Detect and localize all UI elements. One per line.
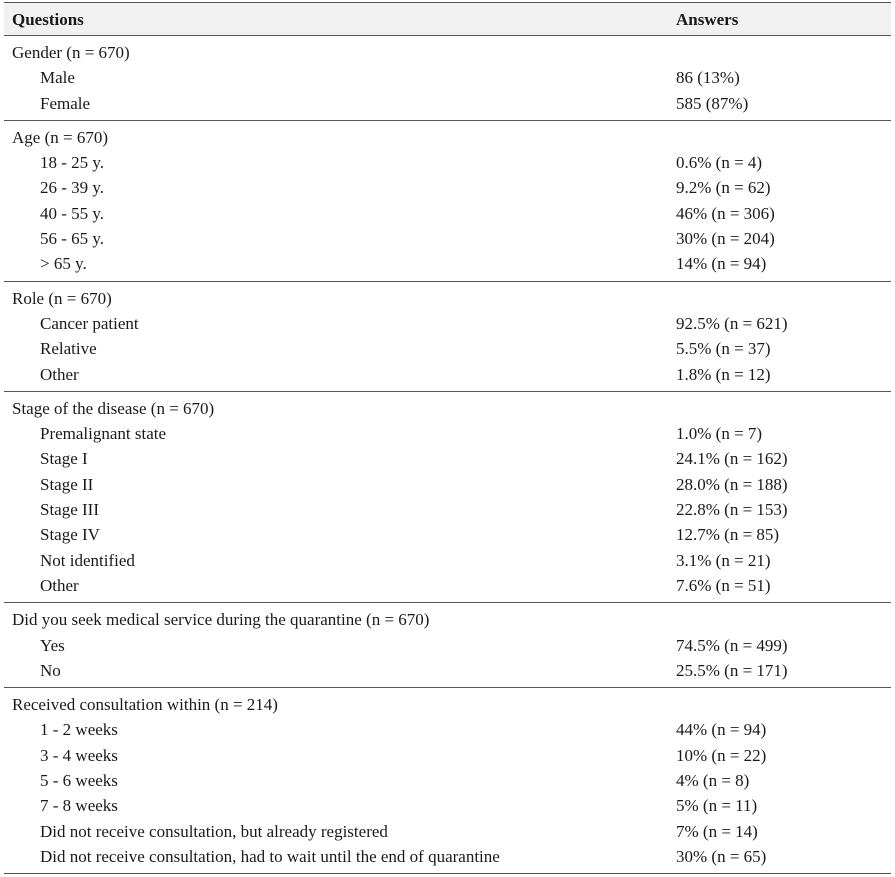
answer-option-label: Other [40,575,79,595]
answer-value: 30% (n = 204) [676,229,775,249]
section-title: Did you seek medical service during the quarantine (n = 670) [12,610,430,630]
answer-value: 9.2% (n = 62) [676,178,771,198]
answer-value: 0.6% (n = 4) [676,153,763,173]
section-title-row [4,607,891,632]
table-row [4,819,891,844]
answer-option-label: Yes [40,635,65,655]
table-row [4,717,891,742]
table-row [4,793,891,818]
answer-option-label: Stage II [40,474,94,494]
section-title-row [4,40,891,65]
answer-value: 92.5% (n = 621) [676,313,788,333]
section-title: Age (n = 670) [12,127,108,147]
answer-value: 5.5% (n = 37) [676,339,771,359]
table-row [4,175,891,200]
answer-value: 22.8% (n = 153) [676,500,788,520]
table-row [4,497,891,522]
section-title: Gender (n = 670) [12,43,130,62]
section-title-row [4,286,891,311]
section-title-row [4,396,891,421]
answer-option-label: Cancer patient [40,313,139,333]
answer-value: 4% (n = 8) [676,771,750,791]
answer-value: 5% (n = 11) [676,796,758,816]
answer-option-label: 1 - 2 weeks [40,720,118,740]
answer-value: 28.0% (n = 188) [676,474,788,494]
section-title-row [4,692,891,717]
answer-option-label: Relative [40,339,97,359]
answer-option-label: > 65 y. [40,254,87,274]
answer-option-label: 5 - 6 weeks [40,771,118,791]
answer-option-label: Female [40,93,91,113]
answer-option-label: Did not receive consultation, had to wait until the end of quarantine [40,846,500,866]
table-row [4,522,891,547]
answer-value: 14% (n = 94) [676,254,767,274]
table-row [4,472,891,497]
question-section [4,121,891,282]
table-body [4,36,891,874]
answer-option-label: Premalignant state [40,424,167,444]
table-row [4,336,891,361]
table-row [4,844,891,869]
section-title: Received consultation within (n = 214) [12,695,278,715]
answer-option-label: Male [40,68,75,88]
table-row [4,251,891,276]
section-title: Stage of the disease (n = 670) [12,398,215,418]
answer-value: 10% (n = 22) [676,745,767,765]
answer-option-label: Did not receive consultation, but already registered [40,821,388,841]
table-row [4,768,891,793]
answer-value: 585 (87%) [676,93,749,113]
table-header [4,2,891,36]
answer-option-label: No [40,660,61,680]
answer-value: 24.1% (n = 162) [676,449,788,469]
table-row [4,658,891,683]
answer-value: 7% (n = 14) [676,821,758,841]
answer-option-label: 3 - 4 weeks [40,745,118,765]
answer-value: 30% (n = 65) [676,846,767,866]
table-row [4,150,891,175]
section-title: Role (n = 670) [12,288,112,308]
question-section [4,688,891,874]
answer-option-label: Other [40,364,79,384]
table-row [4,226,891,251]
question-section [4,36,891,121]
table-row [4,311,891,336]
answer-value: 25.5% (n = 171) [676,660,788,680]
answer-option-label: Stage III [40,500,100,520]
answer-value: 7.6% (n = 51) [676,575,771,595]
answer-option-label: Not identified [40,550,135,570]
table-row [4,446,891,471]
answer-option-label: 56 - 65 y. [40,229,105,249]
question-section [4,392,891,603]
answer-value: 46% (n = 306) [676,203,775,223]
table-row [4,362,891,387]
table-row [4,548,891,573]
section-title-row [4,125,891,150]
question-section [4,603,891,688]
table-row [4,201,891,226]
table-row [4,633,891,658]
answer-option-label: 26 - 39 y. [40,178,105,198]
answer-value: 74.5% (n = 499) [676,635,788,655]
answer-option-label: Stage I [40,449,88,469]
answer-option-label: 40 - 55 y. [40,203,105,223]
table-row [4,743,891,768]
answer-value: 1.0% (n = 7) [676,424,763,444]
answers-column-header: Answers [676,10,739,29]
answer-value: 86 (13%) [676,68,740,88]
answer-value: 44% (n = 94) [676,720,767,740]
question-section [4,282,891,392]
answer-option-label: Stage IV [40,525,100,545]
answer-option-label: 7 - 8 weeks [40,796,118,816]
survey-table [4,2,891,874]
answer-option-label: 18 - 25 y. [40,153,105,173]
answer-value: 12.7% (n = 85) [676,525,780,545]
table-row [4,573,891,598]
answer-value: 1.8% (n = 12) [676,364,771,384]
questions-column-header: Questions [12,10,84,29]
table-row [4,65,891,90]
table-row [4,421,891,446]
answer-value: 3.1% (n = 21) [676,550,771,570]
table-row [4,91,891,116]
